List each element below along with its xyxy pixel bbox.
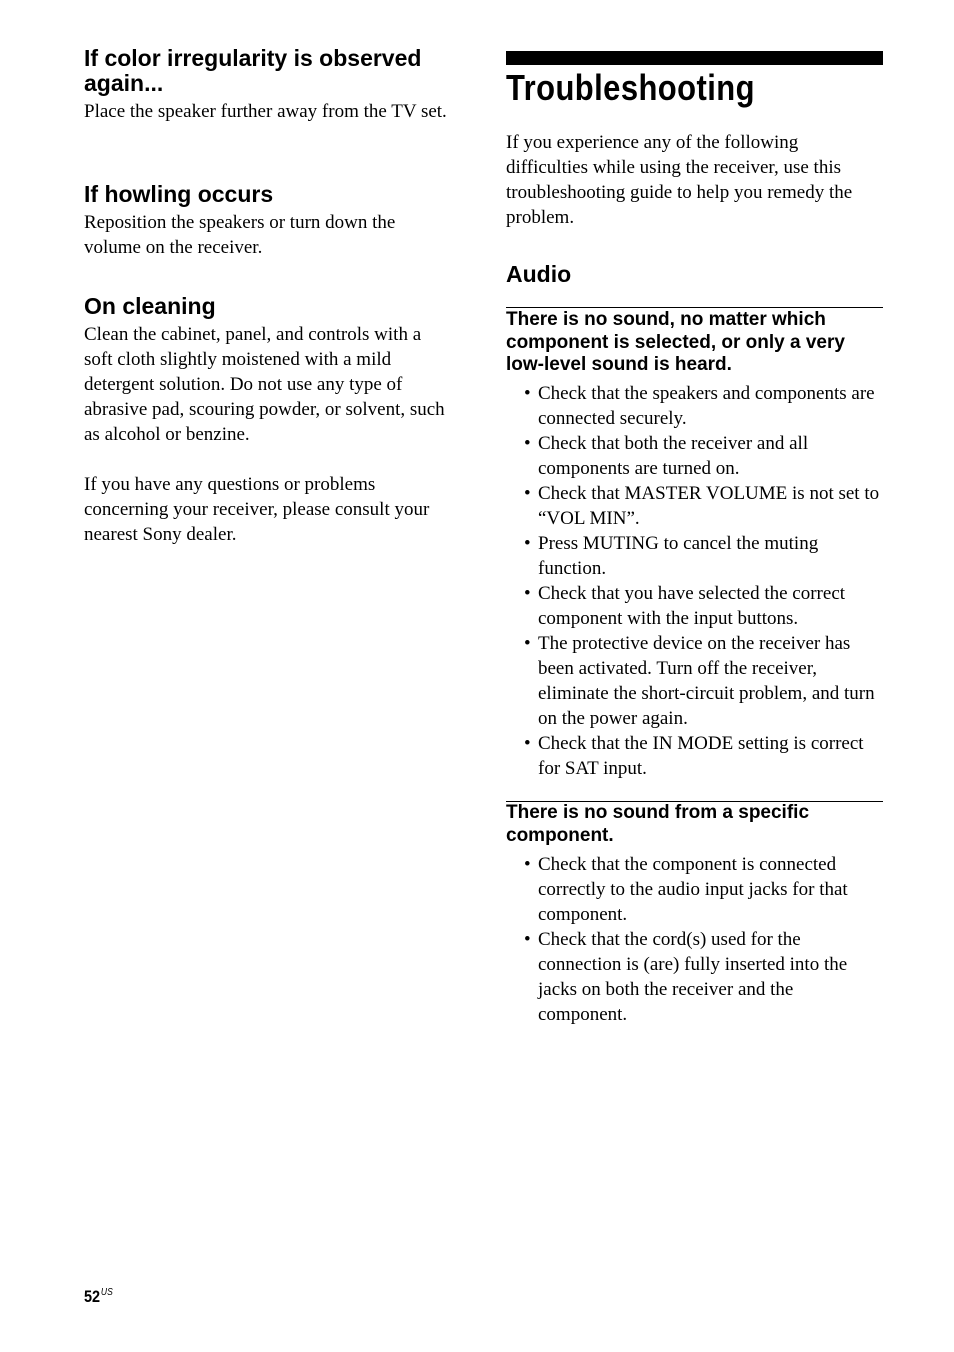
text-on-cleaning: Clean the cabinet, panel, and controls with a soft cloth slightly moistened with a mild detergent solution. Do not use any type of abrasive pad, scouring powder, or solvent, such as alcohol or benzine. [84,324,445,445]
heading-on-cleaning: On cleaning [84,293,216,319]
problem-heading-specific-component: There is no sound from a specific component. [506,802,810,846]
title-bar [506,51,883,65]
list-item: • Check that both the receiver and all components are turned on. [506,431,886,481]
list-item: • Check that the cord(s) used for the connection is (are) fully inserted into the jacks on both the receiver and the component. [506,927,886,1027]
section-heading-audio: Audio [506,261,572,287]
page-number-value: 52 [84,1287,101,1306]
heading-color-irregularity: If color irregularity is observed again... [84,45,422,96]
text-closing: If you have any questions or problems concerning your receiver, please consult your nearest Sony dealer. [84,474,430,545]
list-item: • Press MUTING to cancel the muting function. [506,531,886,581]
problem-bullets-no-sound [506,381,886,781]
heading-howling: If howling occurs [84,181,274,207]
list-item: • Check that you have selected the correct component with the input buttons. [506,581,886,631]
page-number [84,1282,113,1308]
list-item: • Check that the component is connected correctly to the audio input jacks for that component. [506,852,886,927]
text-color-irregularity: Place the speaker further away from the TV set. [84,101,447,122]
page-number-suffix: US [100,1287,113,1298]
problem-bullets-specific-component [506,852,886,1027]
list-item: • Check that the speakers and components are connected securely. [506,381,886,431]
problem-heading-no-sound: There is no sound, no matter which component is selected, or only a very low-level sound is heard. [506,309,845,375]
divider-rule [506,307,883,308]
page-title: Troubleshooting [506,67,755,108]
list-item: • Check that MASTER VOLUME is not set to “VOL MIN”. [506,481,886,531]
list-item: • Check that the IN MODE setting is correct for SAT input. [506,731,886,781]
intro-text: If you experience any of the following difficulties while using the receiver, use this troubleshooting guide to help you remedy the problem. [506,132,853,228]
list-item: • The protective device on the receiver has been activated. Turn off the receiver, eliminate the short-circuit problem, and turn on the power again. [506,631,886,731]
text-howling: Reposition the speakers or turn down the volume on the receiver. [84,212,396,258]
